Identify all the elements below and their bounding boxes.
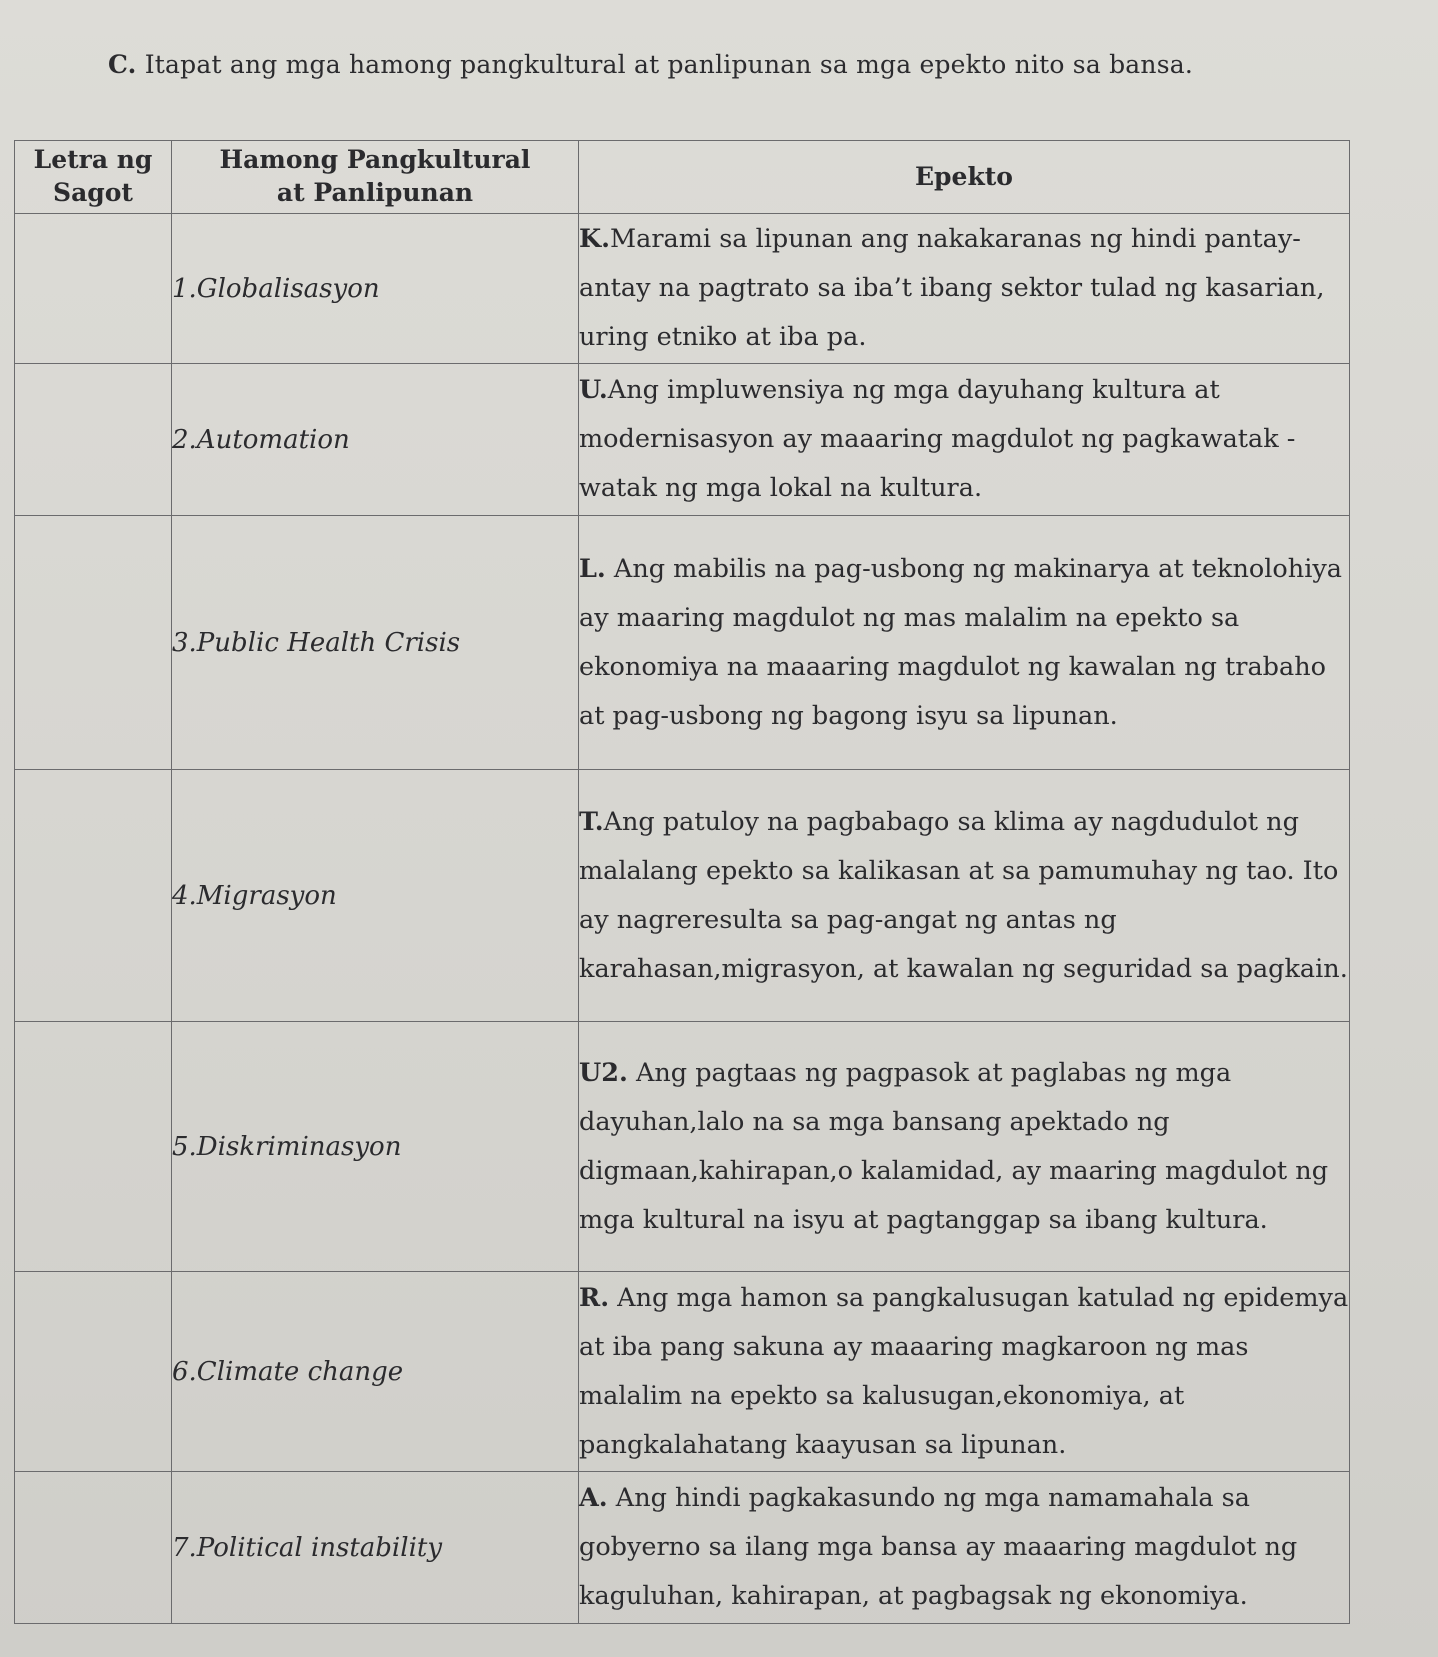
- hamon-cell: 4.Migrasyon: [172, 770, 579, 1022]
- header-letra-line1: Letra ng: [33, 145, 153, 174]
- table-row: [15, 770, 1350, 1022]
- epekto-cell: [579, 364, 1350, 516]
- epekto-letter: T.: [579, 806, 604, 837]
- epekto-text: Ang mga hamon sa pangkalusugan katulad ng epidemya at iba pang sakuna ay maaaring magkaroon ng mas malalim na epekto sa kalusugan,ekonomiya, at pangkalahatang kaayusan sa lipunan.: [579, 1282, 1349, 1460]
- hamon-cell: 1.Globalisasyon: [172, 214, 579, 364]
- instruction-letter: C.: [108, 50, 137, 79]
- answer-cell[interactable]: [15, 1272, 172, 1472]
- hamon-cell: 6.Climate change: [172, 1272, 579, 1472]
- epekto-cell: [579, 1472, 1350, 1624]
- epekto-letter: K.: [579, 224, 611, 254]
- table-row: [15, 214, 1350, 364]
- table-row: [15, 1272, 1350, 1472]
- answer-cell[interactable]: [15, 770, 172, 1022]
- table-row: [15, 516, 1350, 770]
- epekto-cell: [579, 770, 1350, 1022]
- answer-cell[interactable]: [15, 1022, 172, 1272]
- table-row: [15, 1022, 1350, 1272]
- epekto-text: Ang pagtaas ng pagpasok at paglabas ng mga dayuhan,lalo na sa mga bansang apektado ng digmaan,kahirapan,o kalamidad, ay maaring magdulot ng mga kultural na isyu at pagtanggap sa ibang kultura.: [579, 1057, 1329, 1235]
- epekto-cell: [579, 516, 1350, 770]
- table-row: [15, 1472, 1350, 1624]
- header-letra-line2: Sagot: [53, 178, 133, 207]
- header-epekto: Epekto: [579, 141, 1350, 214]
- epekto-letter: L.: [579, 553, 606, 584]
- epekto-cell: [579, 214, 1350, 364]
- hamon-cell: 7.Political instability: [172, 1472, 579, 1624]
- hamon-cell: 2.Automation: [172, 364, 579, 516]
- epekto-text: Ang patuloy na pagbabago sa klima ay nagdudulot ng malalang epekto sa kalikasan at sa pamumuhay ng tao. Ito ay nagreresulta sa pag-angat ng antas ng karahasan,migrasyon, at kawalan ng seguridad sa pagkain.: [579, 806, 1348, 984]
- table-header-row: [15, 141, 1350, 214]
- epekto-text: Ang impluwensiya ng mga dayuhang kultura at modernisasyon ay maaaring magdulot ng pagkawatak - watak ng mga lokal na kultura.: [579, 375, 1296, 503]
- header-hamon-line1: Hamong Pangkultural: [219, 145, 531, 174]
- epekto-text: Ang hindi pagkakasundo ng mga namamahala sa gobyerno sa ilang mga bansa ay maaaring magdulot ng kaguluhan, kahirapan, at pagbagsak ng ekonomiya.: [579, 1483, 1298, 1611]
- answer-cell[interactable]: [15, 1472, 172, 1624]
- header-letra-ng-sagot: [15, 141, 172, 214]
- epekto-text: Marami sa lipunan ang nakakaranas ng hindi pantay-antay na pagtrato sa iba’t ibang sektor tulad ng kasarian, uring etniko at iba pa.: [579, 224, 1325, 352]
- epekto-letter: R.: [579, 1282, 610, 1313]
- epekto-cell: [579, 1272, 1350, 1472]
- header-hamon-line2: at Panlipunan: [276, 178, 474, 207]
- answer-cell[interactable]: [15, 516, 172, 770]
- epekto-cell: [579, 1022, 1350, 1272]
- hamon-cell: 5.Diskriminasyon: [172, 1022, 579, 1272]
- epekto-letter: U.: [579, 375, 608, 405]
- table-row: [15, 364, 1350, 516]
- epekto-letter: U2.: [579, 1057, 628, 1088]
- epekto-letter: A.: [579, 1483, 608, 1513]
- epekto-text: Ang mabilis na pag-usbong ng makinarya at teknolohiya ay maaring magdulot ng mas malalim na epekto sa ekonomiya na maaaring magdulot ng kawalan ng trabaho at pag-usbong ng bagong isyu sa lipunan.: [579, 553, 1342, 731]
- hamon-cell: 3.Public Health Crisis: [172, 516, 579, 770]
- answer-cell[interactable]: [15, 364, 172, 516]
- instruction-text: Itapat ang mga hamong pangkultural at panlipunan sa mga epekto nito sa bansa.: [144, 50, 1193, 79]
- instruction-line: [108, 50, 1193, 79]
- answer-cell[interactable]: [15, 214, 172, 364]
- header-hamong-pangkultural: [172, 141, 579, 214]
- matching-table: [14, 140, 1350, 1624]
